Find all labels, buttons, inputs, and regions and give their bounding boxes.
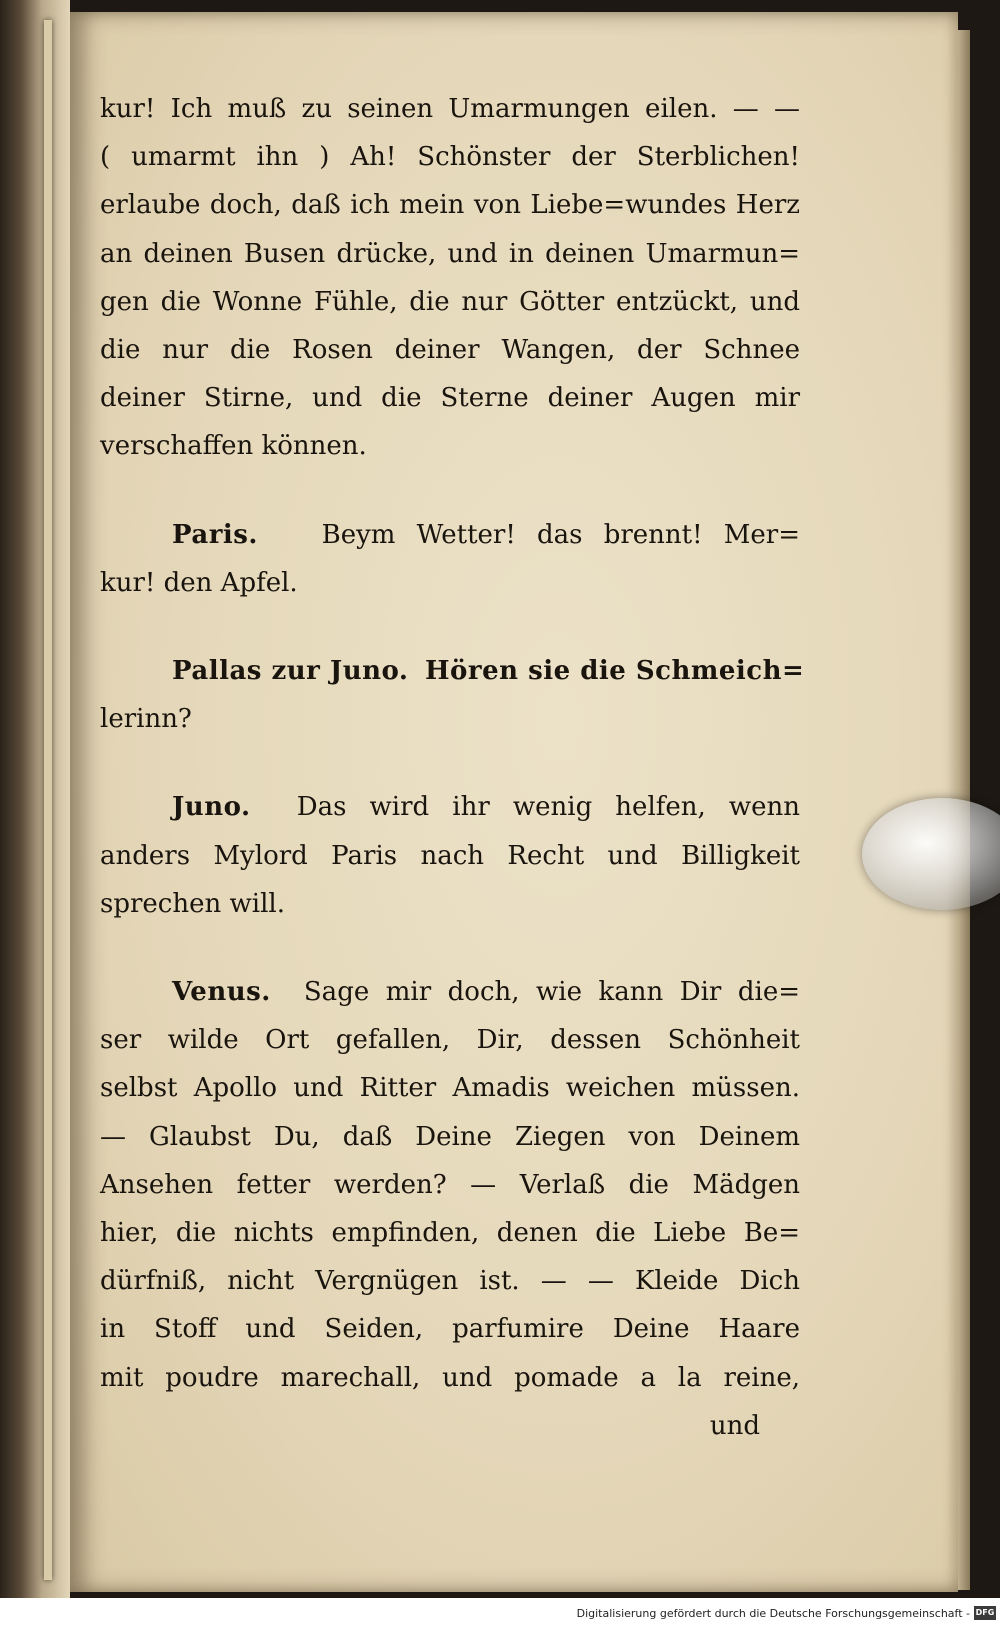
catchword: und <box>709 1410 760 1441</box>
text-line: an deinen Busen drücke, und in deinen Umarmun= <box>100 238 800 269</box>
footer-bar <box>0 1598 1000 1625</box>
text-line: in Stoff und Seiden, parfumire Deine Haare <box>100 1314 800 1345</box>
juno-line <box>100 783 800 831</box>
text-line: lerinn? <box>100 704 192 735</box>
juno-text: Das wird ihr wenig helfen, wenn <box>296 792 801 823</box>
speaker-pallas: Pallas zur Juno. <box>172 656 409 687</box>
paris-line <box>100 511 800 559</box>
text-line: kur! den Apfel. <box>100 567 298 598</box>
page-text <box>100 85 805 1450</box>
text-line: verschaffen können. <box>100 431 367 462</box>
left-page-border <box>44 20 52 1580</box>
speaker-venus: Venus. <box>172 977 271 1008</box>
venus-text: Sage mir doch, wie kann Dir die= <box>303 977 801 1008</box>
text-line: die nur die Rosen deiner Wangen, der Schnee <box>100 335 800 366</box>
text-line: hier, die nichts empfinden, denen die Liebe Be= <box>100 1218 800 1249</box>
text-line: mit poudre marechall, und pomade a la reine, <box>100 1362 800 1393</box>
text-line: erlaube doch, daß ich mein von Liebe=wundes Herz <box>100 190 800 221</box>
left-page-edge <box>0 0 70 1598</box>
text-line: selbst Apollo und Ritter Amadis weichen müssen. <box>100 1073 800 1104</box>
pallas-line <box>100 647 805 695</box>
text-line: Ansehen fetter werden? — Verlaß die Mädgen <box>100 1169 800 1200</box>
text-line: dürfniß, nicht Vergnügen ist. — — Kleide Dich <box>100 1266 800 1297</box>
text-line: sprechen will. <box>100 888 285 919</box>
text-line: deiner Stirne, und die Sterne deiner Augen mir <box>100 383 800 414</box>
paris-text: Beym Wetter! das brennt! Mer= <box>321 519 800 550</box>
text-line: gen die Wonne Fühle, die nur Götter entzückt, und <box>100 286 800 317</box>
speaker-paris: Paris. <box>172 519 258 550</box>
pallas-text: Hören sie die Schmeich= <box>424 656 805 687</box>
text-line: — Glaubst Du, daß Deine Ziegen von Deinem <box>100 1121 800 1152</box>
footer-credit: Digitalisierung gefördert durch die Deutsche Forschungsgemeinschaft - <box>576 1607 970 1620</box>
dfg-logo: DFG <box>974 1606 996 1620</box>
text-line: anders Mylord Paris nach Recht und Billigkeit <box>100 840 800 871</box>
text-line: kur! Ich muß zu seinen Umarmungen eilen. — — <box>100 94 800 124</box>
text-line: ser wilde Ort gefallen, Dir, dessen Schönheit <box>100 1025 800 1056</box>
text-line: ( umarmt ihn ) Ah! Schönster der Sterblichen! <box>100 142 800 173</box>
venus-line <box>100 968 800 1016</box>
speaker-juno: Juno. <box>172 792 251 823</box>
